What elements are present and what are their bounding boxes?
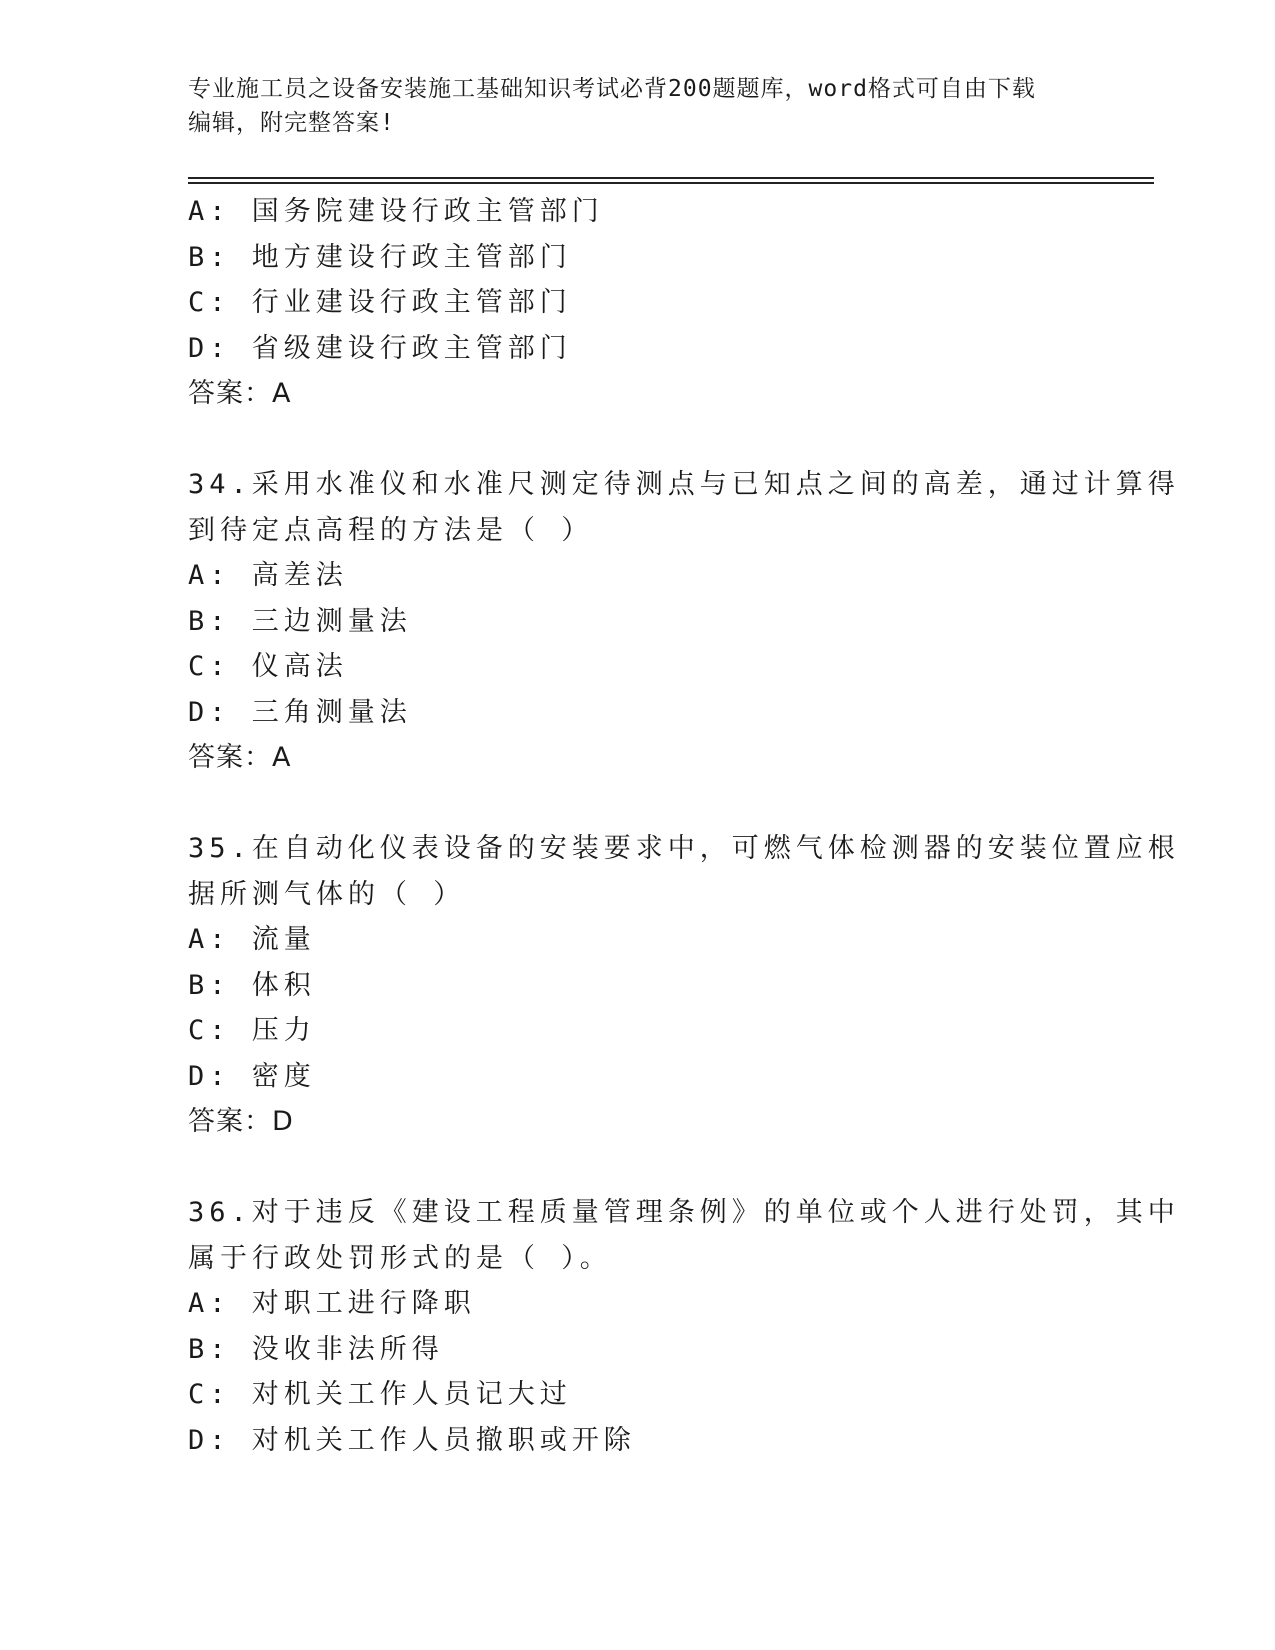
question-stem-line: 据所测气体的（ ） — [188, 878, 466, 910]
option-a: A: 国务院建设行政主管部门 — [188, 196, 604, 227]
answer-line: 答案：A — [188, 742, 292, 773]
question-stem-line: 34.采用水准仪和水准尺测定待测点与已知点之间的高差，通过计算得 — [188, 469, 1180, 500]
document-header — [188, 72, 1068, 140]
option-d: D: 三角测量法 — [188, 696, 412, 728]
option-a: A: 高差法 — [188, 560, 348, 591]
question-stem-line: 36.对于违反《建设工程质量管理条例》的单位或个人进行处罚，其中 — [188, 1197, 1180, 1228]
header-divider-bottom — [188, 182, 1154, 184]
option-d: D: 省级建设行政主管部门 — [188, 332, 572, 364]
question-block-33 — [188, 189, 1088, 417]
option-c: C: 对机关工作人员记大过 — [188, 1379, 572, 1410]
answer-line: 答案：A — [188, 378, 292, 409]
option-c: C: 仪高法 — [188, 651, 348, 682]
option-b: B: 没收非法所得 — [188, 1333, 444, 1365]
question-stem-line: 35.在自动化仪表设备的安装要求中，可燃气体检测器的安装位置应根 — [188, 833, 1180, 864]
option-b: B: 地方建设行政主管部门 — [188, 241, 572, 273]
question-stem-line: 到待定点高程的方法是（ ） — [188, 514, 594, 546]
option-a: A: 流量 — [188, 924, 316, 955]
header-line-1: 专业施工员之设备安装施工基础知识考试必背200题题库，word格式可自由下载 — [188, 76, 1036, 102]
option-b: B: 体积 — [188, 969, 316, 1001]
question-block-35 — [188, 826, 1180, 1145]
option-d: D: 密度 — [188, 1060, 316, 1092]
question-list — [188, 189, 1180, 1463]
spacer — [188, 781, 1088, 827]
option-b: B: 三边测量法 — [188, 605, 412, 637]
answer-line: 答案：D — [188, 1106, 294, 1137]
option-c: C: 行业建设行政主管部门 — [188, 287, 572, 318]
header-line-2: 编辑，附完整答案! — [188, 110, 395, 136]
question-block-34 — [188, 462, 1180, 781]
option-a: A: 对职工进行降职 — [188, 1288, 476, 1319]
question-block-36 — [188, 1190, 1180, 1463]
header-divider-top — [188, 177, 1154, 179]
option-c: C: 压力 — [188, 1015, 316, 1046]
option-d: D: 对机关工作人员撤职或开除 — [188, 1424, 636, 1456]
question-stem-line: 属于行政处罚形式的是（ ）。 — [188, 1242, 612, 1274]
spacer — [188, 1145, 1088, 1191]
spacer — [188, 417, 1088, 463]
